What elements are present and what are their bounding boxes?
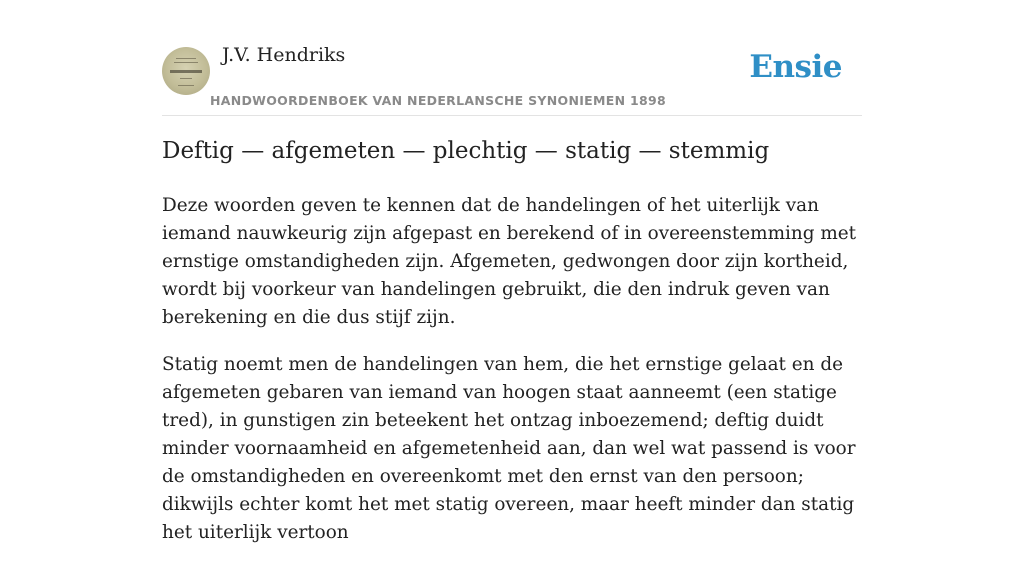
source-title[interactable]: HANDWOORDENBOEK VAN NEDERLANSCHE SYNONIEMEN 1898 xyxy=(210,93,667,108)
author-link[interactable]: J.V. Hendriks xyxy=(222,44,346,66)
paragraph: Statig noemt men de handelingen van hem, die het ernstige gelaat en de afgemeten gebaren van iemand van hoogen staat aanneemt (een statige tred), in gunstigen zin beteekent het ontzag inboezemend; deftig duidt minder voornaamheid en afgemetenheid aan, dan wel wat passend is voor de omstandigheden en overeenkomt met den ernst van den persoon; dikwijls echter komt het met statig overeen, maar heeft minder dan statig het uiterlijk vertoon xyxy=(162,354,856,543)
book-cover-icon[interactable] xyxy=(162,47,210,95)
content-container xyxy=(162,0,862,543)
brand-logo[interactable]: Ensie xyxy=(749,49,842,85)
header xyxy=(162,0,862,116)
paragraph: Deze woorden geven te kennen dat de handelingen of het uiterlijk van iemand nauwkeurig zijn afgepast en berekend of in overeenstemming met ernstige omstandigheden zijn. Afgemeten, gedwongen door zijn kortheid, wordt bij voorkeur van handelingen gebruikt, die den indruk geven van berekening en die dus stijf zijn. xyxy=(162,195,857,328)
page-title: Deftig — afgemeten — plechtig — statig — stemmig xyxy=(162,138,770,164)
article-body xyxy=(162,192,862,566)
